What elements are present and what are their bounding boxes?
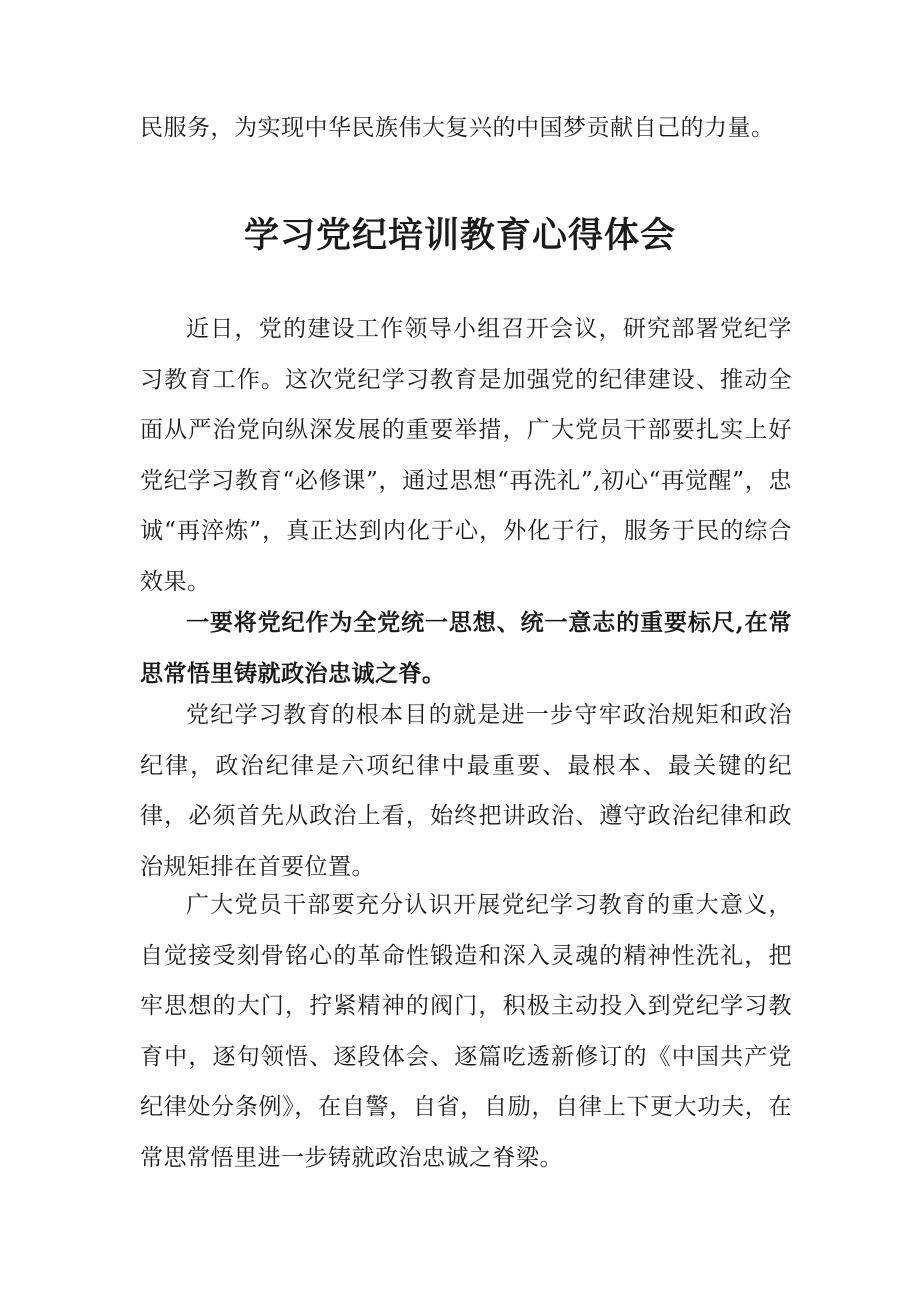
paragraph-party-members: 广大党员干部要充分认识开展党纪学习教育的重大意义，自觉接受刻骨铭心的革命性锻造和深入灵魂的精神性洗礼，把牢思想的大门，拧紧精神的阀门，积极主动投入到党纪学习教育中，逐句领悟、逐段体会、逐篇吃透新修订的《中国共产党纪律处分条例》，在自警，自省，自励，自律上下更大功夫，在常思常悟里进一步铸就政治忠诚之脊梁。 (140, 892, 792, 1171)
carryover-paragraph: 民服务，为实现中华民族伟大复兴的中国梦贡献自己的力量。 (140, 115, 775, 141)
paragraph-political-discipline: 党纪学习教育的根本目的就是进一步守牢政治规矩和政治纪律，政治纪律是六项纪律中最重要、最根本、最关键的纪律，必须首先从政治上看，始终把讲政治、遵守政治纪律和政治规矩排在首要位置。 (140, 702, 792, 880)
paragraph-intro: 近日，党的建设工作领导小组召开会议，研究部署党纪学习教育工作。这次党纪学习教育是加强党的纪律建设、推动全面从严治党向纵深发展的重要举措，广大党员干部要扎实上好党纪学习教育“必修课”，通过思想“再洗礼”,初心“再觉醒”，忠诚“再淬炼”，真正达到内化于心，外化于行，服务于民的综合效果。 (140, 316, 792, 595)
paragraph-heading-one: 一要将党纪作为全党统一思想、统一意志的重要标尺,在常思常悟里铸就政治忠诚之脊。 (140, 609, 792, 687)
document-title: 学习党纪培训教育心得体会 (243, 215, 676, 256)
